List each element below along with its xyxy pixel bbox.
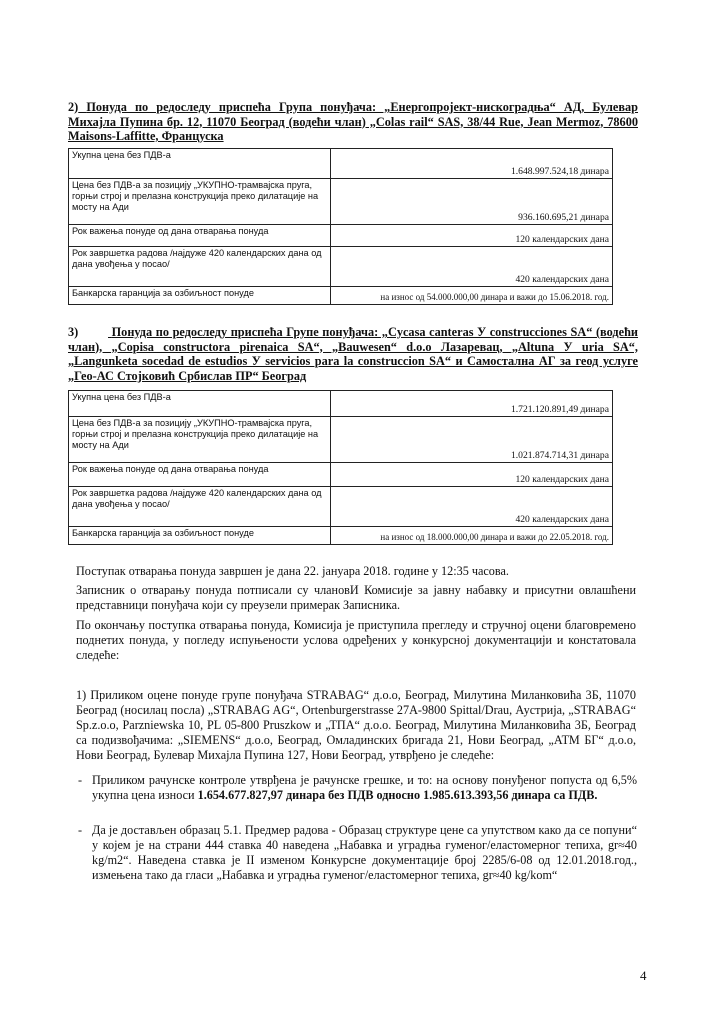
section-3-title: Понуда по редоследу приспећа Групе понуђача: „Cycasa canteras У construcciones SA“ (водећи члан), „Copisa constructora pirenaica SA“, „Bauwesen“ d.o.o Лазаревац, „Altuna У uria SA“, „Langunketa socedad de estudios У servicios para la construccion SA“ и Самостална АГ за геод услуге „Гео-АС Стојковић Србислав ПР“ Београд: [68, 325, 639, 383]
offer-2-label-deadline: Рок завршетка радова /најдуже 420 календарских дана од дана увођења у посао/: [69, 247, 331, 287]
table-row: [69, 247, 613, 287]
bullet-1-bold-amount: 1.654.677.827,97 динара без ПДВ односно 1.985.613.393,56 динара са ПДВ.: [197, 788, 598, 802]
offer-3-value-tram: 1.021.874.714,31 динара: [331, 417, 613, 463]
section-2-heading: [68, 100, 638, 144]
offer-2-label-total: Укупна цена без ПДВ-а: [69, 149, 331, 179]
section-2-title: Понуда по редоследу приспећа Група понуђача: „Енергопројект-нискоградња“ АД, Булевар Михајла Пупина бр. 12, 11070 Београд (водећи члан) „Colas rail“ SAS, 38/44 Rue, Jean Mermoz, 78600 Maisons-Laffitte, Француска: [68, 100, 639, 143]
bullet-2-text: Да је достављен образац 5.1. Предмер радова - Образац структуре цене са упутством како да се попуни“ у којем је на страни 444 ставка 40 наведена „Набавка и уградња гуменог/еластомерног тепиха, gr≈40 kg/m2“. Наведена ставка је II изменом Конкурсне документације број 2285/6-08 од 12.01.2018.год., измењена тако да гласи „Набавка и уградња гуменог/еластомерног тепиха, gr≈40 kg/kom“: [92, 823, 637, 882]
offer-3-value-deadline: 420 календарских дана: [331, 487, 613, 527]
offer-2-value-total: 1.648.997.524,18 динара: [331, 149, 613, 179]
offer-2-value-guarantee: на износ од 54.000.000,00 динара и важи до 15.06.2018. год.: [331, 287, 613, 305]
bullet-1-text: Приликом рачунске контроле утврђена је рачунске грешке, и то: на основу понуђеног попуста од 6,5% укупна цена износи: [92, 773, 637, 802]
offer-3-label-guarantee: Банкарска гаранција за озбиљност понуде: [69, 527, 331, 545]
offer-2-label-tram: Цена без ПДВ-а за позицију „УКУПНО-трамвајска пруга, горњи строј и прелазна конструкција преко дилатације на мосту на Ади: [69, 179, 331, 225]
offer-3-label-deadline: Рок завршетка радова /најдуже 420 календарских дана од дана увођења у посао/: [69, 487, 331, 527]
offer-2-table: [68, 148, 613, 305]
bullet-dash: -: [78, 823, 83, 837]
offer-3-value-guarantee: на износ од 18.000.000,00 динара и важи до 22.05.2018. год.: [331, 527, 613, 545]
bullet-form-submitted: [78, 823, 637, 883]
offer-3-label-validity: Рок важења понуде од дана отварања понуда: [69, 463, 331, 487]
table-row: [69, 225, 613, 247]
table-row: [69, 527, 613, 545]
offer-2-value-validity: 120 календарских дана: [331, 225, 613, 247]
section-3-number: 3): [68, 325, 79, 339]
paragraph-strabag-offer: 1) Приликом оцене понуде групе понуђача STRABAG“ д.о.о, Београд, Милутина Миланковића 3Б, 11070 Београд (носилац посла) „STRABAG AG“, Ortenburgerstrasse 27A-9800 Spittal/Drau, Аустрија, „STRABAG“ Sp.z.o.o, Parzniewska 10, PL 05-800 Pruszkow и „ТПА“ д.о.о. Београд, Милутина Миланковића 3Б, Београд са подизвођачима: „SIEMENS“ д.о.о, Београд, Омладинских бригада 21, Нови Београд, „АТМ БГ“ д.о.о, Нови Београд, Булевар Михајла Пупина 127, Нови Београд, утврђено је следеће:: [76, 688, 636, 762]
table-row: [69, 179, 613, 225]
section-2-number: 2): [68, 100, 79, 114]
offer-3-value-total: 1.721.120.891,49 динара: [331, 391, 613, 417]
bullet-calculation-error: [78, 773, 637, 803]
offer-2-label-validity: Рок важења понуде од дана отварања понуда: [69, 225, 331, 247]
offer-2-value-deadline: 420 календарских дана: [331, 247, 613, 287]
offer-2-value-tram: 936.160.695,21 динара: [331, 179, 613, 225]
table-row: [69, 487, 613, 527]
offer-3-table: [68, 390, 613, 545]
table-row: [69, 417, 613, 463]
table-row: [69, 391, 613, 417]
paragraph-minutes-signed: Записник о отварању понуда потписали су члановИ Комисије за јавну набавку и присутни овлашћени представници понуђача који су преузели примерак Записника.: [76, 583, 636, 612]
section-3-heading: [68, 325, 638, 383]
table-row: [69, 463, 613, 487]
paragraph-commission-review: По окончању поступка отварања понуда, Комисија је приступила прегледу и стручној оцени благовремено поднетих понуда, у погледу испуњености услова одређених у конкурсној документацији и констатовала следеће:: [76, 618, 636, 662]
page-number: 4: [640, 968, 647, 983]
bullet-dash: -: [78, 773, 83, 787]
offer-2-label-guarantee: Банкарска гаранција за озбиљност понуде: [69, 287, 331, 305]
table-row: [69, 287, 613, 305]
paragraph-opening-finished: Поступак отварања понуда завршен је дана 22. јануара 2018. године у 12:35 часова.: [76, 564, 509, 578]
offer-3-value-validity: 120 календарских дана: [331, 463, 613, 487]
table-row: [69, 149, 613, 179]
offer-3-label-total: Укупна цена без ПДВ-а: [69, 391, 331, 417]
offer-3-label-tram: Цена без ПДВ-а за позицију „УКУПНО-трамвајска пруга, горњи строј и прелазна конструкција преко дилатације на мосту на Ади: [69, 417, 331, 463]
